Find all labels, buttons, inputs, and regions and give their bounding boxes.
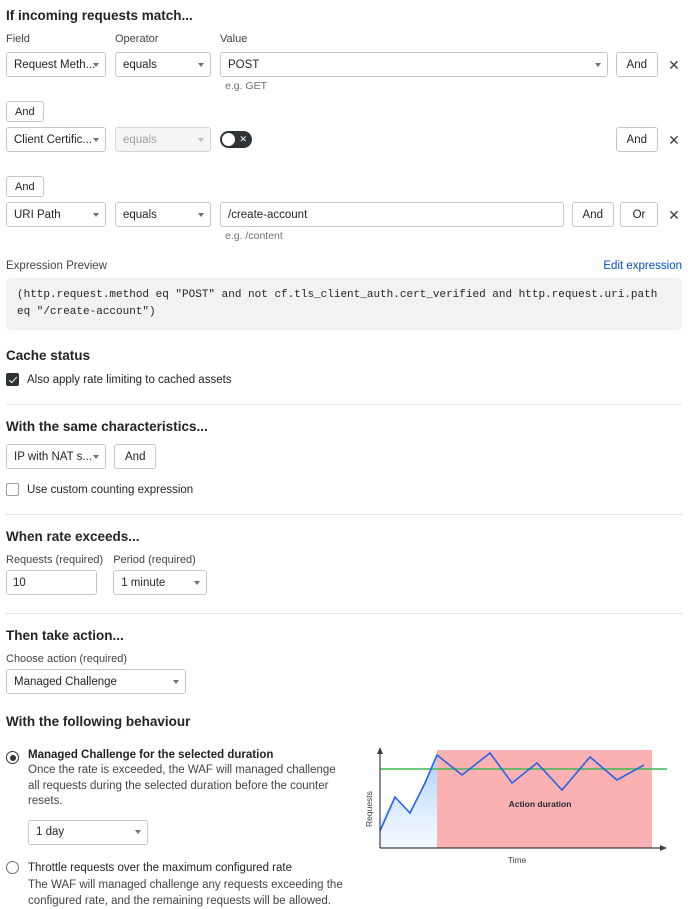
rule-1-value-hint: e.g. GET [225, 80, 268, 92]
rules-column-headers [6, 33, 682, 49]
behaviour-duration-value: 1 day [36, 826, 65, 839]
behaviour-chart [350, 739, 682, 909]
period-select-value: 1 minute [121, 576, 166, 589]
cache-checkbox-row[interactable] [6, 373, 682, 386]
expression-preview-label: Expression Preview [6, 260, 107, 272]
rule-3-value-input[interactable] [220, 202, 564, 227]
characteristics-select-value: IP with NAT s... [14, 450, 92, 463]
period-col [113, 554, 207, 595]
rule-2-and-button[interactable]: And [616, 127, 658, 152]
behaviour-option-2[interactable] [6, 859, 350, 909]
behaviour-wrap [6, 739, 682, 909]
action-title: Then take action... [6, 628, 124, 644]
chevron-down-icon [93, 138, 99, 142]
chevron-down-icon [198, 138, 204, 142]
choose-action-label: Choose action (required) [6, 653, 128, 666]
divider [6, 514, 682, 515]
behaviour-option-2-title: Throttle requests over the maximum configured rate [28, 861, 292, 874]
column-header-operator: Operator [115, 33, 159, 45]
rule-1-remove-icon[interactable]: ✕ [666, 58, 682, 72]
requests-input[interactable] [6, 570, 97, 595]
custom-counting-row[interactable] [6, 483, 682, 496]
column-header-field: Field [6, 33, 30, 45]
behaviour-option-1-desc: Once the rate is exceeded, the WAF will managed challenge all requests during the selected duration before the counter resets. [28, 764, 336, 808]
rule-2-value-toggle[interactable] [220, 131, 252, 148]
rule-3-value-hint: e.g. /content [225, 230, 283, 242]
toggle-knob [222, 133, 235, 146]
chevron-down-icon [93, 213, 99, 217]
chevron-down-icon [135, 830, 141, 834]
rule-1-field-value: Request Meth... [14, 58, 96, 71]
rule-3-field-select[interactable] [6, 202, 106, 227]
rate-row [6, 554, 682, 595]
behaviour-option-1-title: Managed Challenge for the selected duration [28, 749, 274, 762]
rule-row [6, 127, 682, 152]
rule-1-value-wrap [220, 52, 608, 77]
rule-1-operator-value: equals [123, 58, 157, 71]
requests-col [6, 554, 103, 595]
behaviour-option-1-radio[interactable] [6, 751, 19, 764]
chevron-down-icon [198, 63, 204, 67]
edit-expression-link[interactable]: Edit expression [603, 260, 682, 272]
close-icon: ✕ [239, 134, 247, 144]
chevron-down-icon [198, 213, 204, 217]
chart-annotation: Action duration [508, 799, 572, 810]
period-label: Period (required) [113, 554, 196, 567]
divider [6, 404, 682, 405]
chevron-down-icon [194, 581, 200, 585]
choose-action-select[interactable] [6, 669, 186, 694]
rate-limit-chart-svg [362, 745, 682, 875]
rule-2-operator-select [115, 127, 211, 152]
rule-2-remove-icon[interactable]: ✕ [666, 133, 682, 147]
rule-row [6, 202, 682, 227]
choose-action-value: Managed Challenge [14, 675, 117, 688]
expression-preview-text: (http.request.method eq "POST" and not cf.tls_client_auth.cert_verified and http.request.uri.path eq "/create-account") [6, 278, 682, 330]
chevron-down-icon [93, 455, 99, 459]
rule-3-value-wrap [220, 202, 564, 227]
behaviour-option-1[interactable] [6, 749, 350, 810]
characteristics-and-button[interactable]: And [114, 444, 156, 469]
period-select[interactable] [113, 570, 207, 595]
rule-1-field-select[interactable] [6, 52, 106, 77]
characteristics-row [6, 444, 682, 469]
rules-list [6, 33, 682, 246]
custom-counting-label: Use custom counting expression [27, 483, 194, 496]
rule-2-field-select[interactable] [6, 127, 106, 152]
column-header-value: Value [220, 33, 248, 45]
expression-preview-header [6, 260, 682, 272]
rule-1-connector-and-button[interactable]: And [6, 101, 44, 122]
rule-row [6, 52, 682, 77]
chevron-down-icon [595, 63, 601, 67]
rule-3-operator-value: equals [123, 208, 157, 221]
rate-limit-rule-form [0, 8, 688, 909]
behaviour-option-2-desc: The WAF will managed challenge any requests exceeding the configured rate, and the remaining requests will be allowed. [28, 879, 343, 907]
cache-status-title: Cache status [6, 348, 91, 364]
custom-counting-checkbox[interactable] [6, 483, 19, 496]
requests-label: Requests (required) [6, 554, 104, 567]
rule-2-field-value: Client Certific... [14, 133, 92, 146]
rule-1-and-button[interactable]: And [616, 52, 658, 77]
chart-ylabel: Requests [364, 791, 374, 828]
characteristics-title: With the same characteristics... [6, 419, 208, 435]
rule-3-remove-icon[interactable]: ✕ [666, 208, 682, 222]
chevron-down-icon [93, 63, 99, 67]
rule-2-connector-and-button[interactable]: And [6, 176, 44, 197]
cache-checkbox-label: Also apply rate limiting to cached assets [27, 373, 232, 386]
rule-3-or-button[interactable]: Or [620, 202, 658, 227]
rule-1-connector [6, 101, 682, 122]
chevron-down-icon [173, 680, 179, 684]
characteristics-select[interactable] [6, 444, 106, 469]
rule-1-operator-select[interactable] [115, 52, 211, 77]
rule-2-connector [6, 176, 682, 197]
rule-3-operator-select[interactable] [115, 202, 211, 227]
behaviour-duration-select[interactable] [28, 820, 148, 845]
match-section-title: If incoming requests match... [6, 8, 193, 23]
rate-title: When rate exceeds... [6, 529, 140, 545]
chart-xlabel: Time [507, 855, 527, 866]
divider [6, 613, 682, 614]
behaviour-options [6, 739, 350, 909]
rule-3-and-button[interactable]: And [572, 202, 614, 227]
rule-2-operator-value: equals [123, 133, 157, 146]
behaviour-option-2-radio[interactable] [6, 861, 19, 874]
rule-1-value-input[interactable] [220, 52, 608, 77]
rule-3-field-value: URI Path [14, 208, 61, 221]
cache-checkbox[interactable] [6, 373, 19, 386]
behaviour-title: With the following behaviour [6, 714, 191, 730]
